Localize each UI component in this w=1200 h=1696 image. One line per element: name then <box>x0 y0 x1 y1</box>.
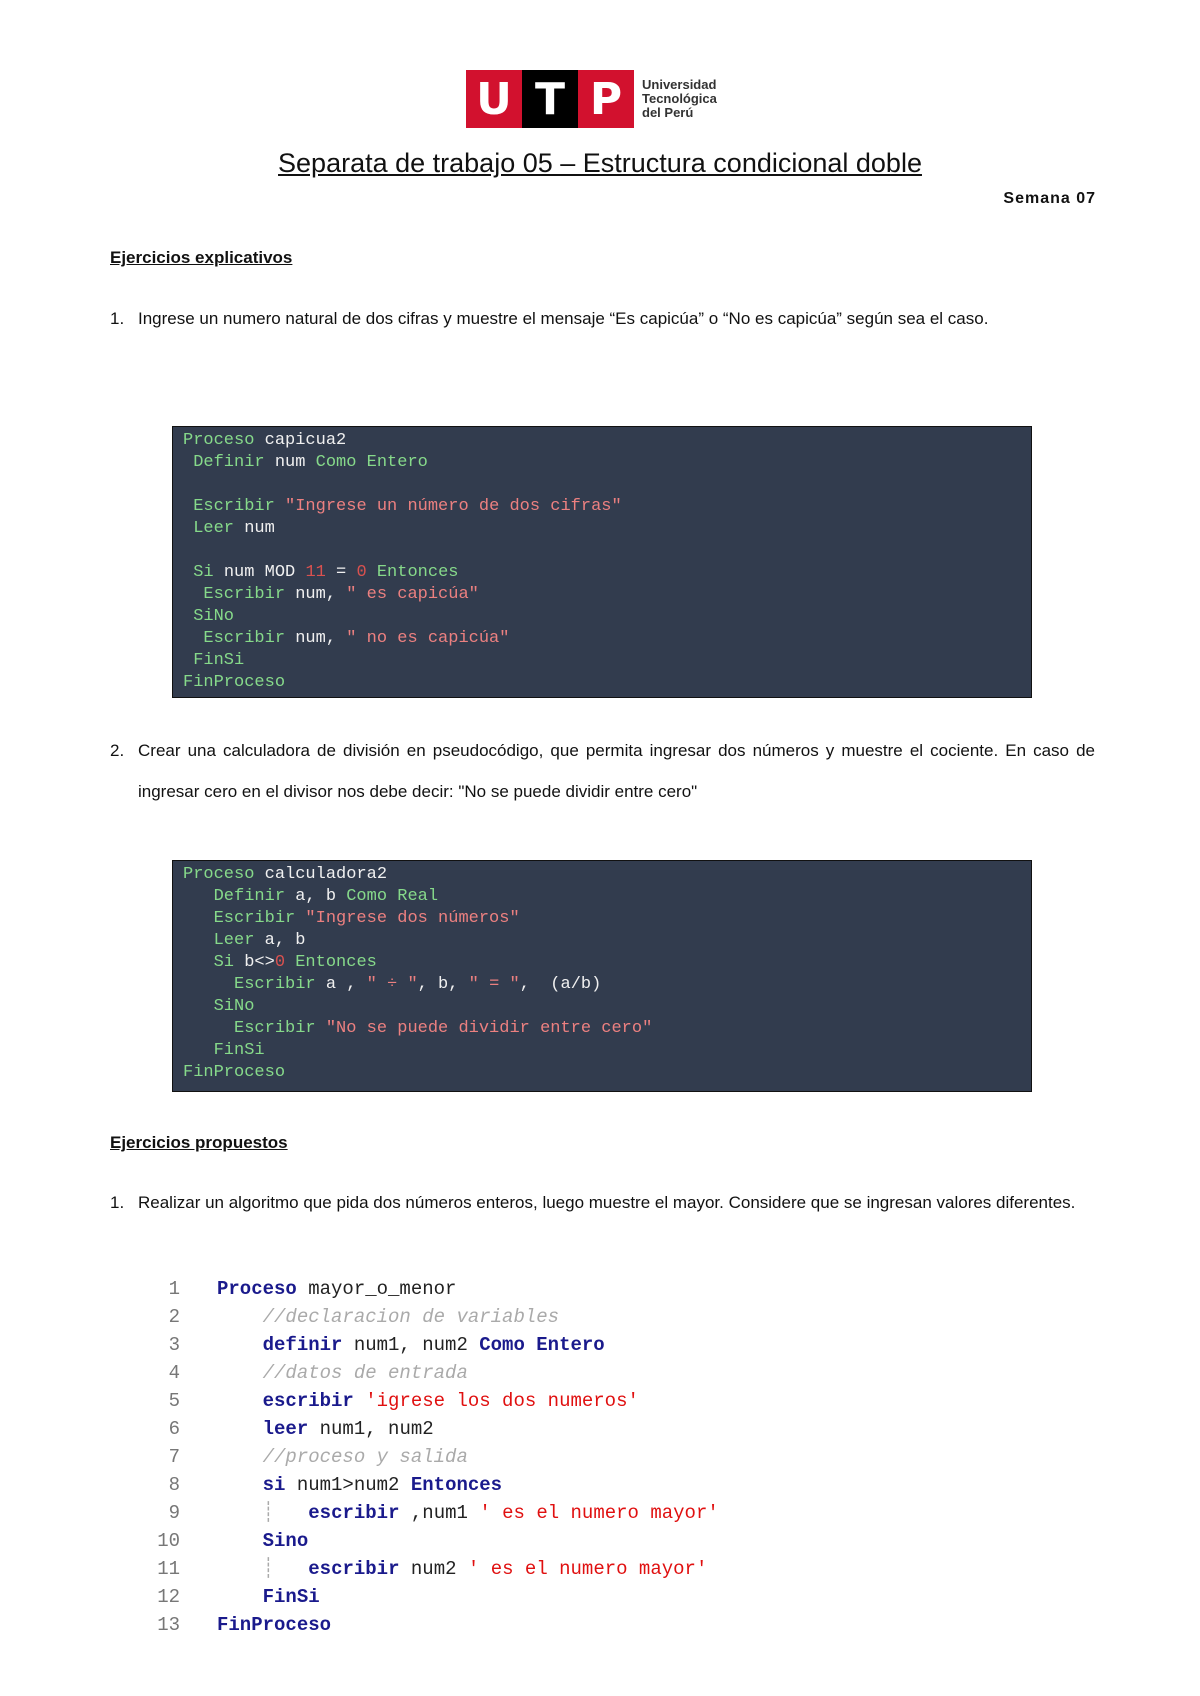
code-token: a, b <box>295 887 347 906</box>
code-token: 'igrese los dos numeros' <box>365 1390 639 1412</box>
code-block-calculadora <box>172 860 1032 1092</box>
item-text: Realizar un algoritmo que pida dos números enteros, luego muestre el mayor. Considere que se ingresan valores diferentes. <box>138 1193 1076 1212</box>
code-line <box>150 1527 719 1555</box>
code-line <box>183 996 1021 1018</box>
code-line <box>150 1555 719 1583</box>
code-token: Si <box>183 953 245 972</box>
code-token: FinSi <box>183 1041 265 1060</box>
code-text <box>217 1359 468 1387</box>
code-token: b<> <box>244 953 275 972</box>
code-token: Sino <box>217 1530 309 1552</box>
code-line <box>183 864 1021 886</box>
code-line <box>183 562 1021 584</box>
line-number: 10 <box>157 1530 180 1552</box>
code-line <box>183 452 1021 474</box>
code-token: Proceso <box>183 431 265 450</box>
code-token: Escribir <box>183 585 296 604</box>
code-line <box>183 540 1021 562</box>
code-token: FinSi <box>183 651 245 670</box>
logo-letter: T <box>522 70 578 128</box>
code-line <box>183 974 1021 996</box>
code-token: FinProceso <box>183 1063 286 1082</box>
code-token: Como Entero <box>315 453 428 472</box>
code-token: num, <box>295 585 347 604</box>
code-line <box>150 1583 719 1611</box>
item-number: 1. <box>110 1193 125 1212</box>
code-token: FinSi <box>217 1586 320 1608</box>
code-token: Entonces <box>410 1474 503 1496</box>
code-text <box>217 1611 331 1639</box>
code-token: num1>num2 <box>296 1474 411 1496</box>
code-text <box>217 1387 639 1415</box>
line-number: 13 <box>157 1614 180 1636</box>
code-token: " es capicúa" <box>346 585 479 604</box>
code-token: Escribir <box>183 629 296 648</box>
line-number: 1 <box>168 1278 180 1300</box>
code-line <box>150 1359 719 1387</box>
code-token: num1, num2 <box>319 1418 434 1440</box>
exercise-item <box>110 730 1095 812</box>
logo-text-line: Universidad <box>642 77 717 92</box>
code-token: Como Entero <box>479 1334 605 1356</box>
code-line <box>183 672 1021 694</box>
code-token: num <box>274 453 316 472</box>
code-token: calculadora2 <box>264 865 388 884</box>
code-token: "No se puede dividir entre cero" <box>325 1019 653 1038</box>
code-token: , b, <box>417 975 469 994</box>
code-line <box>150 1303 719 1331</box>
code-line <box>183 952 1021 974</box>
code-line <box>183 430 1021 452</box>
code-token: " ÷ " <box>366 975 418 994</box>
code-token: Entonces <box>285 953 377 972</box>
code-line <box>183 930 1021 952</box>
code-token: ┊ <box>217 1558 309 1580</box>
code-token: SiNo <box>183 607 235 626</box>
code-token: escribir <box>308 1502 411 1524</box>
code-token: " = " <box>468 975 520 994</box>
code-line <box>150 1471 719 1499</box>
line-number: 2 <box>168 1306 180 1328</box>
code-token: escribir <box>308 1558 411 1580</box>
code-line <box>150 1415 719 1443</box>
code-line <box>150 1275 719 1303</box>
item-text: Crear una calculadora de división en pseudocódigo, que permita ingresar dos números y muestre el cociente. En caso de ingresar cero en el divisor nos debe decir: "No se puede dividir entre cero" <box>138 741 1095 801</box>
code-token: ' es el numero mayor' <box>467 1558 708 1580</box>
code-line <box>183 1040 1021 1062</box>
item-text: Ingrese un numero natural de dos cifras y muestre el mensaje “Es capicúa” o “No es capicúa” según sea el caso. <box>138 309 989 328</box>
logo-letter: P <box>578 70 634 128</box>
code-token: //proceso y salida <box>217 1446 468 1468</box>
code-text <box>217 1275 456 1303</box>
code-token: escribir <box>217 1390 366 1412</box>
code-line <box>183 606 1021 628</box>
code-line <box>183 650 1021 672</box>
code-token: Leer <box>183 519 245 538</box>
code-line <box>183 474 1021 496</box>
code-line <box>183 1062 1021 1084</box>
code-text <box>217 1415 434 1443</box>
code-token: Definir <box>183 453 275 472</box>
code-token: Escribir <box>183 1019 326 1038</box>
code-token: Definir <box>183 887 296 906</box>
code-text <box>217 1555 707 1583</box>
utp-logo <box>466 70 717 128</box>
code-token: num <box>244 519 275 538</box>
code-line <box>150 1387 719 1415</box>
section-heading: Ejercicios propuestos <box>110 1133 288 1152</box>
code-token: capicua2 <box>264 431 347 450</box>
code-token: ┊ <box>217 1502 309 1524</box>
code-text <box>217 1331 605 1359</box>
code-token: a, b <box>264 931 306 950</box>
code-token: //declaracion de variables <box>217 1306 560 1328</box>
item-number: 1. <box>110 309 125 328</box>
code-token: "Ingrese un número de dos cifras" <box>285 497 622 516</box>
code-token: Como Real <box>346 887 439 906</box>
code-token: Entonces <box>366 563 459 582</box>
code-token: " no es capicúa" <box>346 629 510 648</box>
code-token: ' es el numero mayor' <box>479 1502 719 1524</box>
code-token: //datos de entrada <box>217 1362 468 1384</box>
exercise-item <box>110 298 1095 339</box>
section-heading: Ejercicios explicativos <box>110 248 293 267</box>
code-line <box>150 1443 719 1471</box>
line-number: 3 <box>168 1334 180 1356</box>
logo-letter: U <box>466 70 522 128</box>
week-label: Semana 07 <box>1003 190 1096 207</box>
code-token: num2 <box>410 1558 468 1580</box>
code-line <box>183 1018 1021 1040</box>
code-token: , (a/b) <box>519 975 602 994</box>
code-line <box>150 1331 719 1359</box>
logo-text-line: Tecnológica <box>642 91 717 106</box>
code-token: num, <box>295 629 347 648</box>
code-token: Proceso <box>183 865 265 884</box>
code-token: num1, num2 <box>353 1334 480 1356</box>
line-number: 8 <box>168 1474 180 1496</box>
code-token: FinProceso <box>217 1614 332 1636</box>
code-token: si <box>217 1474 297 1496</box>
line-number: 11 <box>157 1558 180 1580</box>
code-line <box>150 1611 719 1639</box>
code-token: leer <box>217 1418 320 1440</box>
line-number: 9 <box>168 1502 180 1524</box>
code-line <box>183 496 1021 518</box>
code-text <box>217 1583 320 1611</box>
line-number: 12 <box>157 1586 180 1608</box>
code-token: "Ingrese dos números" <box>305 909 520 928</box>
code-line <box>183 584 1021 606</box>
code-text <box>217 1443 468 1471</box>
logo-text <box>642 78 717 120</box>
code-text <box>217 1303 559 1331</box>
code-line <box>183 908 1021 930</box>
code-line <box>150 1499 719 1527</box>
code-token: Proceso <box>217 1278 309 1300</box>
item-number: 2. <box>110 741 125 760</box>
exercise-item <box>110 1183 1095 1222</box>
line-number: 6 <box>168 1418 180 1440</box>
code-token: Leer <box>183 931 265 950</box>
code-token: num MOD <box>223 563 306 582</box>
line-number: 4 <box>168 1362 180 1384</box>
line-number: 5 <box>168 1390 180 1412</box>
code-token: ,num1 <box>410 1502 480 1524</box>
code-line <box>183 886 1021 908</box>
code-token: FinProceso <box>183 673 286 692</box>
code-token: Escribir <box>183 975 326 994</box>
line-number: 7 <box>168 1446 180 1468</box>
code-line <box>183 628 1021 650</box>
code-block-capicua <box>172 426 1032 698</box>
code-token: Si <box>183 563 224 582</box>
code-token: Escribir <box>183 909 306 928</box>
code-token: SiNo <box>183 997 255 1016</box>
document-title: Separata de trabajo 05 – Estructura condicional doble <box>278 148 922 178</box>
code-line <box>183 518 1021 540</box>
code-token: 11 <box>305 563 326 582</box>
code-block-mayor <box>150 1275 719 1639</box>
code-token: = <box>325 563 357 582</box>
code-token: definir <box>217 1334 354 1356</box>
code-text <box>217 1499 719 1527</box>
code-token: 0 <box>356 563 367 582</box>
code-token: a , <box>325 975 367 994</box>
code-text <box>217 1471 502 1499</box>
logo-text-line: del Perú <box>642 105 694 120</box>
code-text <box>217 1527 308 1555</box>
code-token: 0 <box>274 953 286 972</box>
code-token: Escribir <box>183 497 286 516</box>
code-token: mayor_o_menor <box>308 1278 457 1300</box>
